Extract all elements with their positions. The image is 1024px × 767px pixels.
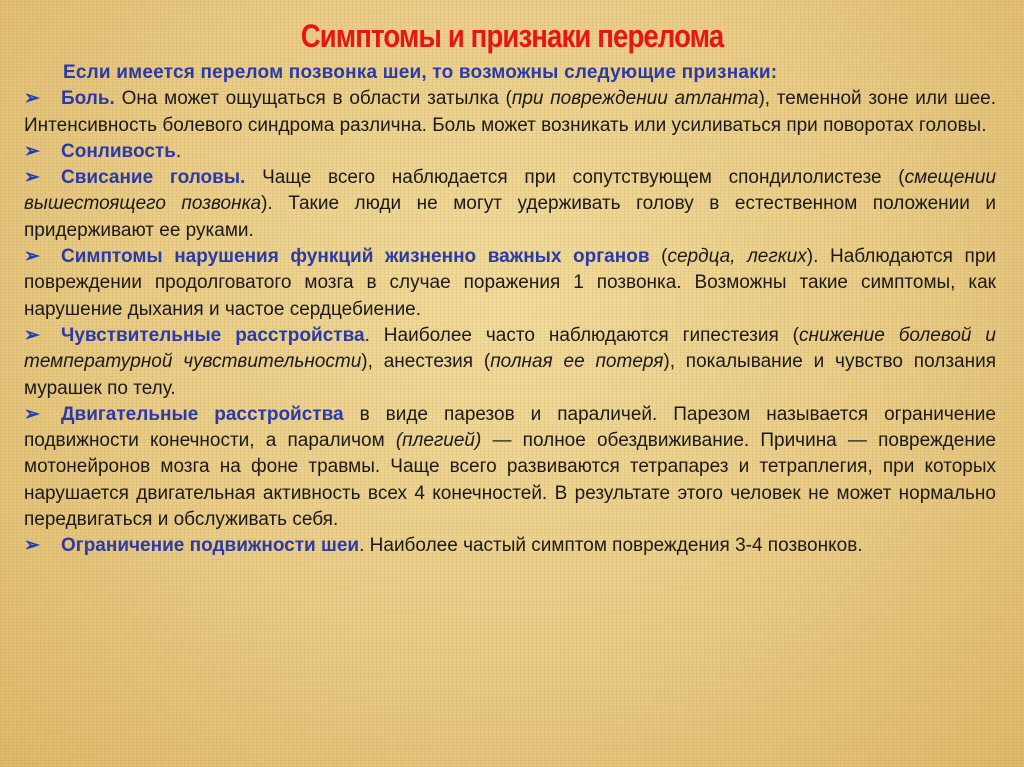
- item-italic: при повреждении атланта: [511, 88, 759, 110]
- item-text: в виде парезов и параличей. Парезом называется ограничение подвижности конечности, а параличом: [24, 403, 996, 452]
- item-text: (: [649, 246, 668, 268]
- arrow-bullet-icon: ➢: [24, 403, 40, 425]
- intro-text: Если имеется перелом позвонка шеи, то возможны следующие признаки:: [63, 62, 778, 83]
- item-italic: снижение болевой и температурной чувствительности: [24, 324, 996, 373]
- item-text: ). Такие люди не могут удерживать голову в естественном положении и придерживают ее руками.: [24, 193, 996, 241]
- item-text: ). Наблюдаются при повреждении продолговатого мозга в случае поражения 1 позвонка. Возможны такие симптомы, как нарушение дыхания и частое сердцебиение.: [24, 246, 997, 320]
- slide-body: [24, 60, 996, 560]
- slide-title: Симптомы и признаки перелома: [300, 18, 724, 54]
- item-text: ), покалывание и чувство ползания мурашек по телу.: [24, 351, 996, 399]
- item-keyword: Ограничение подвижности шеи: [61, 535, 360, 557]
- item-text: ), анестезия (: [361, 351, 491, 373]
- list-item-pain: [24, 86, 996, 139]
- arrow-bullet-icon: ➢: [24, 246, 40, 268]
- list-item-vital-organs: [24, 244, 996, 323]
- item-text: Она может ощущаться в области затылка (: [114, 88, 512, 110]
- item-keyword: Свисание головы.: [61, 167, 246, 189]
- item-text: — полное обездвиживание. Причина — повреждение мотонейронов мозга на фоне травмы. Чаще всего развиваются тетрапарез и тетраплегия, при которых нарушается двигательная активность всех 4 конечностей. В результате этого человек не может нормально передвигаться и обслуживать себя.: [24, 430, 996, 531]
- item-text: . Наиболее часто наблюдаются гипестезия (: [364, 324, 800, 346]
- arrow-bullet-icon: ➢: [24, 140, 40, 162]
- item-italic: (плегией): [395, 430, 482, 452]
- list-item-neck-mobility: [24, 533, 996, 559]
- item-keyword: Симптомы нарушения функций жизненно важных органов: [61, 246, 650, 268]
- item-text: . Наиболее частый симптом повреждения 3-4 позвонков.: [359, 535, 863, 557]
- item-keyword: Сонливость: [61, 140, 176, 162]
- list-item-drowsiness: [24, 139, 996, 165]
- item-italic: сердца, легких: [667, 246, 807, 268]
- item-keyword: Двигательные расстройства: [61, 403, 344, 425]
- list-item-sensory: [24, 323, 996, 402]
- item-keyword: Чувствительные расстройства: [61, 324, 365, 346]
- arrow-bullet-icon: ➢: [24, 324, 40, 346]
- item-text: .: [175, 140, 182, 162]
- arrow-bullet-icon: ➢: [24, 535, 40, 557]
- item-keyword: Боль.: [61, 88, 115, 110]
- arrow-bullet-icon: ➢: [24, 167, 40, 189]
- item-text: ), теменной зоне или шее. Интенсивность болевого синдрома различна. Боль может возникать или усиливаться при поворотах головы.: [24, 88, 996, 136]
- list-item-head-drop: [24, 165, 996, 244]
- item-text: Чаще всего наблюдается при сопутствующем спондилолистезе (: [245, 167, 905, 189]
- list-item-motor: [24, 402, 996, 533]
- arrow-bullet-icon: ➢: [24, 88, 40, 110]
- item-italic: смещении вышестоящего позвонка: [24, 167, 997, 215]
- item-italic: полная ее потеря: [490, 351, 664, 373]
